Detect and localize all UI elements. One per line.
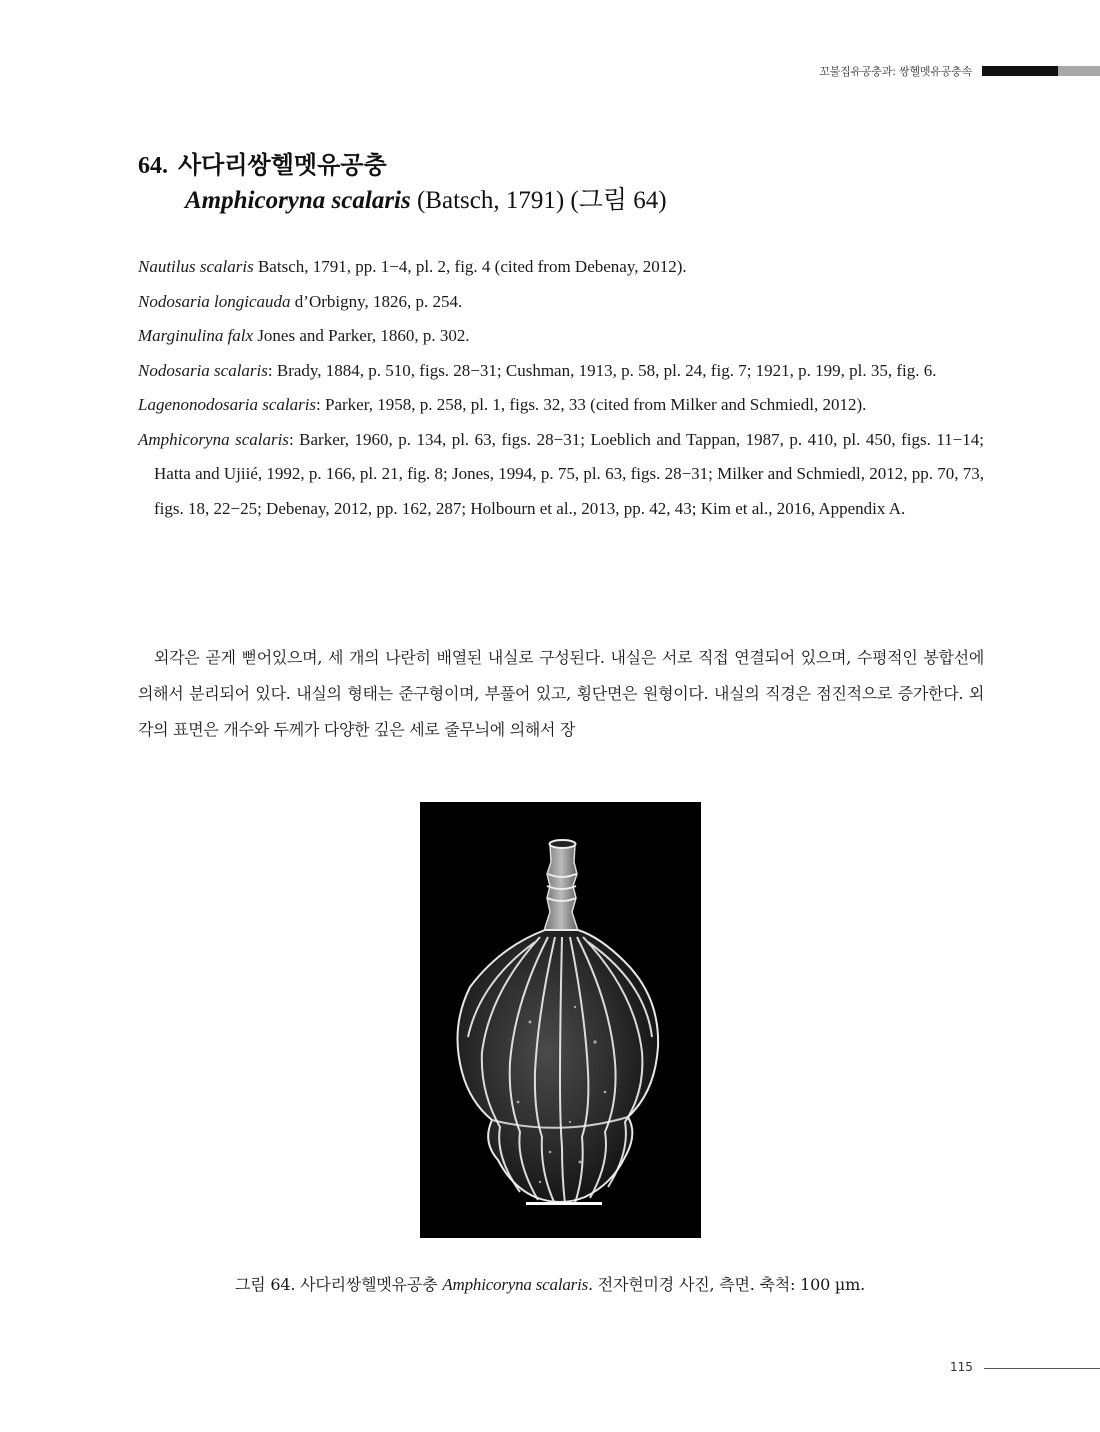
running-head-bar-dark [982, 66, 1058, 76]
synonym-reference: : Parker, 1958, p. 258, pl. 1, figs. 32, 33 (cited from Milker and Schmiedl, 2012). [316, 395, 867, 414]
scientific-name: Amphicoryna scalaris [185, 187, 411, 214]
synonym-reference: : Barker, 1960, p. 134, pl. 63, figs. 28−31; Loeblich and Tappan, 1987, p. 410, pl. 450, figs. 11−14; Hatta and Ujiié, 1992, p. 166, pl. 21, fig. 8; Jones, 1994, p. 75, pl. 63, figs. 28−31; Milker and Schmiedl, 2012, pp. 70, 73, figs. 18, 22−25; Debenay, 2012, pp. 162, 287; Holbourn et al., 2013, pp. 42, 43; Kim et al., 2016, Appendix A. [154, 429, 984, 518]
running-head-bar-light [1058, 66, 1100, 76]
synonym-reference: Batsch, 1791, pp. 1−4, pl. 2, fig. 4 (cited from Debenay, 2012). [253, 257, 687, 276]
synonym-taxon: Amphicoryna scalaris [138, 429, 289, 449]
running-head-text: 꼬불집유공충과: 쌍헬멧유공충속 [819, 65, 972, 78]
korean-name: 사다리쌍헬멧유공충 [178, 150, 387, 179]
caption-suffix: . 전자현미경 사진, 측면. 축척: 100 µm. [588, 1275, 865, 1294]
sem-figure [420, 802, 701, 1238]
species-number: 64. [138, 153, 168, 179]
synonym-taxon: Marginulina falx [138, 326, 254, 345]
synonym-reference: d’Orbigny, 1826, p. 254. [290, 291, 463, 311]
synonymy-list [138, 250, 984, 526]
synonym-reference: : Brady, 1884, p. 510, figs. 28−31; Cushman, 1913, p. 58, pl. 24, fig. 7; 1921, p. 199, pl. 35, fig. 6. [267, 360, 937, 380]
synonym-taxon: Lagenonodosaria scalaris [138, 395, 317, 414]
species-title [138, 148, 667, 219]
caption-species: Amphicoryna scalaris [442, 1275, 589, 1294]
synonym-taxon: Nautilus scalaris [138, 257, 254, 276]
foraminifera-sem-image [420, 802, 701, 1238]
page-number-rule [984, 1368, 1100, 1369]
caption-prefix: 그림 64. 사다리쌍헬멧유공충 [235, 1275, 443, 1294]
synonymy-entry [138, 250, 984, 285]
running-head [819, 64, 1100, 78]
synonymy-entry [138, 388, 984, 423]
page-number: 115 [950, 1360, 973, 1374]
synonym-taxon: Nodosaria longicauda [138, 291, 291, 311]
species-authority: (Batsch, 1791) (그림 64) [410, 187, 667, 214]
synonym-taxon: Nodosaria scalaris [138, 360, 268, 380]
species-title-korean [138, 148, 667, 183]
synonymy-entry [138, 285, 984, 320]
synonymy-entry [138, 423, 984, 527]
figure-caption [0, 1272, 1100, 1295]
description-paragraph: 외각은 곧게 뻗어있으며, 세 개의 나란히 배열된 내실로 구성된다. 내실은 서로 직접 연결되어 있으며, 수평적인 봉합선에 의해서 분리되어 있다. 내실의 형태는 준구형이며, 부풀어 있고, 횡단면은 원형이다. 내실의 직경은 점진적으로 증가한다. 외각의 표면은 개수와 두께가 다양한 깊은 세로 줄무늬에 의해서 장 [138, 648, 984, 739]
synonym-reference: Jones and Parker, 1860, p. 302. [253, 326, 470, 345]
species-title-scientific [185, 183, 667, 219]
synonymy-entry [138, 319, 984, 354]
synonymy-entry [138, 354, 984, 389]
scale-bar [526, 1202, 602, 1205]
